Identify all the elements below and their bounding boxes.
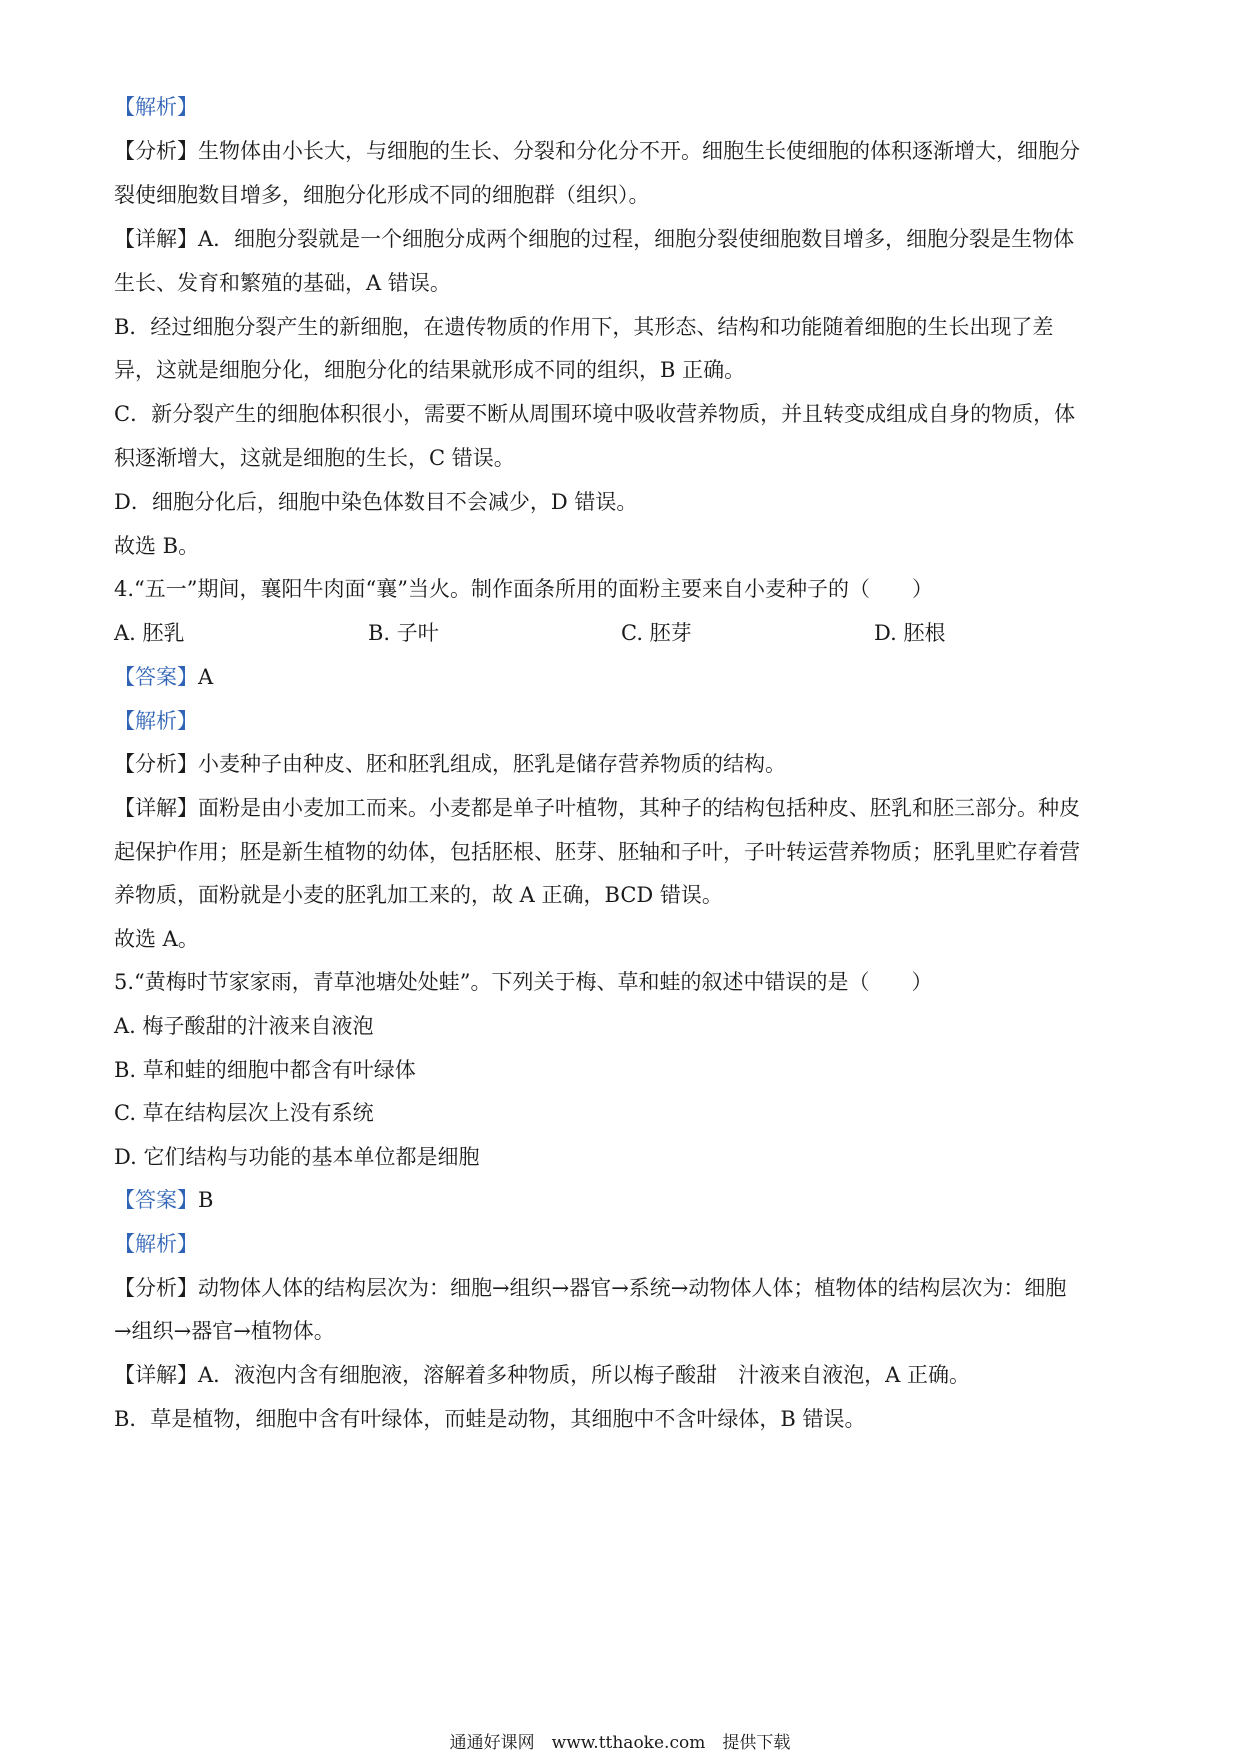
paragraph-text: 生物体由小长大，与细胞的生长、分裂和分化分不开。细胞生长使细胞的体积逐渐增大，细胞分: [198, 139, 1080, 163]
paragraph-line: 【详解】A．细胞分裂就是一个细胞分成两个细胞的过程，细胞分裂使细胞数目增多，细胞分裂是生物体: [114, 227, 1075, 251]
fenxi-label: 【分析】: [114, 139, 198, 163]
paragraph-line: 起保护作用；胚是新生植物的幼体，包括胚根、胚芽、胚轴和子叶，子叶转运营养物质；胚乳里贮存着营: [114, 840, 1080, 864]
paragraph-line: 异，这就是细胞分化，细胞分化的结果就形成不同的组织，B 正确。: [114, 358, 746, 382]
analysis-heading: 【解析】: [114, 95, 198, 119]
analysis-heading: 【解析】: [114, 709, 198, 733]
option-a: A. 胚乳: [114, 621, 185, 645]
xiangjie-label: 【详解】: [114, 1363, 198, 1387]
answer-line: [114, 663, 213, 691]
answer-value: A: [198, 665, 214, 689]
paragraph-line: 裂使细胞数目增多，细胞分化形成不同的细胞群（组织）。: [114, 183, 650, 207]
paragraph-line: 生长、发育和繁殖的基础，A 错误。: [114, 271, 451, 295]
answer-line: [114, 1186, 213, 1214]
paragraph-text: 小麦种子由种皮、胚和胚乳组成，胚乳是储存营养物质的结构。: [198, 752, 786, 776]
answer-label: 【答案】: [114, 1188, 198, 1212]
paragraph-line: B．经过细胞分裂产生的新细胞，在遗传物质的作用下，其形态、结构和功能随着细胞的生长出现了差: [114, 315, 1054, 339]
paragraph-line: 故选 A。: [114, 927, 199, 951]
fenxi-label: 【分析】: [114, 1276, 198, 1300]
option-d: D. 它们结构与功能的基本单位都是细胞: [114, 1145, 480, 1169]
analysis-line: [114, 750, 786, 778]
analysis-line: [114, 137, 1080, 165]
answer-value: B: [198, 1188, 214, 1212]
paragraph-line: 养物质，面粉就是小麦的胚乳加工来的，故 A 正确，BCD 错误。: [114, 883, 723, 907]
option-d: D. 胚根: [874, 621, 946, 645]
paragraph-text: 面粉是由小麦加工而来。小麦都是单子叶植物，其种子的结构包括种皮、胚乳和胚三部分。种皮: [198, 796, 1080, 820]
question-5: 5.“黄梅时节家家雨，青草池塘处处蛙”。下列关于梅、草和蛙的叙述中错误的是（ ）: [114, 970, 933, 994]
paragraph-line: C．新分裂产生的细胞体积很小，需要不断从周围环境中吸收营养物质，并且转变成组成自身的物质，体: [114, 402, 1076, 426]
page-footer: 通通好课网 www.tthaoke.com 提供下载: [449, 1733, 791, 1753]
option-a: A. 梅子酸甜的汁液来自液泡: [114, 1014, 374, 1038]
option-c: C. 胚芽: [621, 621, 692, 645]
paragraph-line: 故选 B。: [114, 534, 200, 558]
xiangjie-label: 【详解】: [114, 796, 198, 820]
option-c: C. 草在结构层次上没有系统: [114, 1101, 374, 1125]
paragraph-text: A．液泡内含有细胞液，溶解着多种物质，所以梅子酸甜 汁液来自液泡，A 正确。: [198, 1363, 971, 1387]
paragraph-line: 积逐渐增大，这就是细胞的生长，C 错误。: [114, 446, 515, 470]
option-b: B. 子叶: [368, 621, 439, 645]
paragraph-line: D．细胞分化后，细胞中染色体数目不会减少，D 错误。: [114, 490, 638, 514]
question-4: 4.“五一”期间，襄阳牛肉面“襄”当火。制作面条所用的面粉主要来自小麦种子的（ ）: [114, 577, 933, 601]
detail-line: [114, 1361, 970, 1389]
analysis-line: [114, 1274, 1066, 1302]
paragraph-line: →组织→器官→植物体。: [114, 1319, 335, 1343]
option-b: B. 草和蛙的细胞中都含有叶绿体: [114, 1058, 416, 1082]
analysis-heading: 【解析】: [114, 1232, 198, 1256]
detail-line: [114, 794, 1080, 822]
paragraph-text: 动物体人体的结构层次为：细胞→组织→器官→系统→动物体人体；植物体的结构层次为：细胞: [198, 1276, 1067, 1300]
answer-label: 【答案】: [114, 665, 198, 689]
fenxi-label: 【分析】: [114, 752, 198, 776]
paragraph-line: B．草是植物，细胞中含有叶绿体，而蛙是动物，其细胞中不含叶绿体，B 错误。: [114, 1407, 866, 1431]
